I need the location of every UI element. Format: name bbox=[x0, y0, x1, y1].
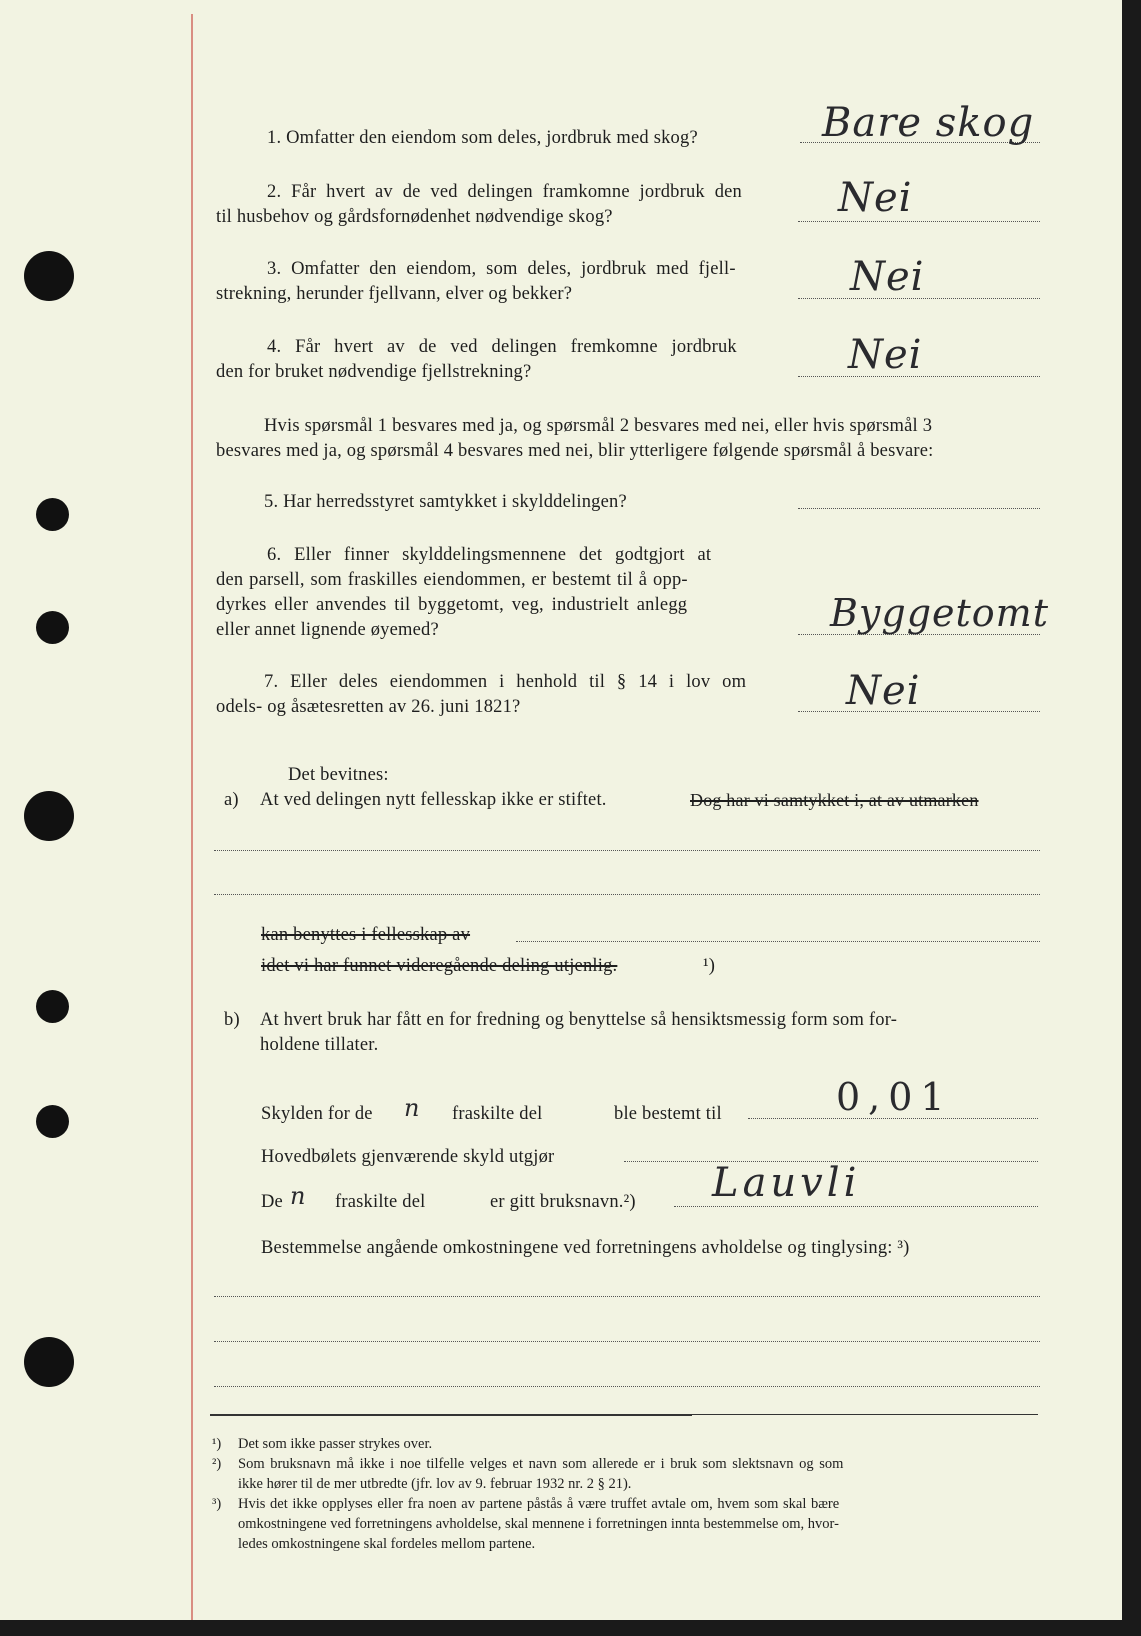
answer-line bbox=[798, 221, 1040, 222]
question-6-line-4: eller annet lignende øyemed? bbox=[216, 620, 439, 640]
question-2-line-2: til husbehov og gårdsfornødenhet nødvendige skog? bbox=[216, 207, 613, 227]
skyld-label-3: ble bestemt til bbox=[614, 1104, 722, 1124]
question-4-line-1: 4. Får hvert av de ved delingen fremkomne jordbruk bbox=[267, 337, 737, 357]
remaining-skyld-label: Hovedbølets gjenværende skyld utgjør bbox=[261, 1147, 555, 1167]
footnote-1-mark: ¹) bbox=[212, 1436, 222, 1452]
value-line bbox=[674, 1206, 1038, 1207]
question-1-text: 1. Omfatter den eiendom som deles, jordbruk med skog? bbox=[267, 128, 698, 148]
attest-a-text: At ved delingen nytt fellesskap ikke er stiftet. bbox=[260, 790, 607, 810]
footnote-ref-1: ¹) bbox=[703, 956, 716, 976]
struck-line-2: idet vi har funnet videregående deling utjenlig. bbox=[261, 956, 618, 976]
skyld-label-2: fraskilte del bbox=[452, 1104, 543, 1124]
punch-hole bbox=[36, 498, 69, 531]
question-6-line-1: 6. Eller finner skylddelingsmennene det godtgjort at bbox=[267, 545, 712, 565]
answer-line bbox=[798, 508, 1040, 509]
skyld-label-1: Skylden for de bbox=[261, 1104, 373, 1124]
attest-a-struck-text: Dog har vi samtykket i, at av utmarken bbox=[690, 790, 979, 810]
struck-line-1: kan benyttes i fellesskap av bbox=[261, 925, 471, 945]
footnote-separator bbox=[692, 1414, 1038, 1415]
name-label-2: fraskilte del bbox=[335, 1192, 426, 1212]
footnote-3-line-1: Hvis det ikke opplyses eller fra noen av partene påstås å være truffet avtale om, hvem som skal bære bbox=[238, 1496, 840, 1512]
attest-b-line-1: At hvert bruk har fått en for fredning og benyttelse så hensiktsmessig form som for- bbox=[260, 1010, 898, 1030]
attest-a-marker: a) bbox=[224, 790, 239, 810]
question-6-line-2: den parsell, som fraskilles eiendommen, er bestemt til å opp- bbox=[216, 570, 688, 590]
attest-heading: Det bevitnes: bbox=[288, 765, 389, 785]
costs-label: Bestemmelse angående omkostningene ved forretningens avholdelse og tinglysing: ³) bbox=[261, 1238, 910, 1258]
punch-hole bbox=[24, 791, 74, 841]
footnote-3-line-3: ledes omkostningene skal fordeles mellom partene. bbox=[238, 1536, 536, 1552]
blank-line bbox=[214, 1296, 1040, 1297]
footnote-2-line-1: Som bruksnavn må ikke i noe tilfelle velges et navn som allerede er i bruk som slektsnavn og som bbox=[238, 1456, 844, 1472]
blank-line bbox=[214, 1341, 1040, 1342]
attest-b-line-2: holdene tillater. bbox=[260, 1035, 379, 1055]
handwritten-answer-2: Nei bbox=[838, 175, 913, 221]
name-label-3: er gitt bruksnavn.²) bbox=[490, 1192, 636, 1212]
handwritten-answer-3: Nei bbox=[850, 254, 925, 300]
blank-line bbox=[214, 1386, 1040, 1387]
instruction-line-1: Hvis spørsmål 1 besvares med ja, og spørsmål 2 besvares med nei, eller hvis spørsmål 3 bbox=[264, 416, 933, 436]
blank-line bbox=[214, 894, 1040, 895]
name-label-1: De bbox=[261, 1192, 283, 1212]
attest-b-marker: b) bbox=[224, 1010, 240, 1030]
footnote-2-mark: ²) bbox=[212, 1456, 222, 1472]
handwritten-n: n bbox=[290, 1182, 307, 1210]
punch-hole bbox=[36, 611, 69, 644]
handwritten-bruksnavn: Lauvli bbox=[712, 1160, 861, 1206]
footnote-3-mark: ³) bbox=[212, 1496, 222, 1512]
question-4-line-2: den for bruket nødvendige fjellstrekning? bbox=[216, 362, 532, 382]
handwritten-answer-6: Byggetomt bbox=[830, 591, 1049, 635]
blank-line bbox=[516, 941, 1040, 942]
punch-hole bbox=[24, 251, 74, 301]
instruction-line-2: besvares med ja, og spørsmål 4 besvares med nei, blir ytterligere følgende spørsmål å besvare: bbox=[216, 441, 934, 461]
footnote-1-text: Det som ikke passer strykes over. bbox=[238, 1436, 433, 1452]
handwritten-skyld-value: 0,01 bbox=[836, 1075, 953, 1119]
blank-line bbox=[214, 850, 1040, 851]
question-2-line-1: 2. Får hvert av de ved delingen framkomne jordbruk den bbox=[267, 182, 743, 202]
question-3-line-2: strekning, herunder fjellvann, elver og bekker? bbox=[216, 284, 573, 304]
question-3-line-1: 3. Omfatter den eiendom, som deles, jordbruk med fjell- bbox=[267, 259, 736, 279]
question-6-line-3: dyrkes eller anvendes til byggetomt, veg, industrielt anlegg bbox=[216, 595, 688, 615]
punch-hole bbox=[36, 1105, 69, 1138]
handwritten-answer-4: Nei bbox=[848, 332, 923, 378]
footnote-3-line-2: omkostningene ved forretningens avholdelse, skal mennene i forretningen innta bestemmelse om, hvor- bbox=[238, 1516, 839, 1532]
margin-rule bbox=[191, 14, 193, 1620]
handwritten-answer-7: Nei bbox=[846, 668, 921, 714]
handwritten-answer-1: Bare skog bbox=[822, 100, 1035, 146]
question-7-line-1: 7. Eller deles eiendommen i henhold til § 14 i lov om bbox=[264, 672, 747, 692]
question-7-line-2: odels- og åsætesretten av 26. juni 1821? bbox=[216, 697, 521, 717]
question-5-text: 5. Har herredsstyret samtykket i skylddelingen? bbox=[264, 492, 627, 512]
punch-hole bbox=[36, 990, 69, 1023]
footnote-separator bbox=[210, 1414, 692, 1416]
handwritten-n: n bbox=[404, 1094, 421, 1122]
footnote-2-line-2: ikke hører til de mer utbredte (jfr. lov av 9. februar 1932 nr. 2 § 21). bbox=[238, 1476, 632, 1492]
punch-hole bbox=[24, 1337, 74, 1387]
